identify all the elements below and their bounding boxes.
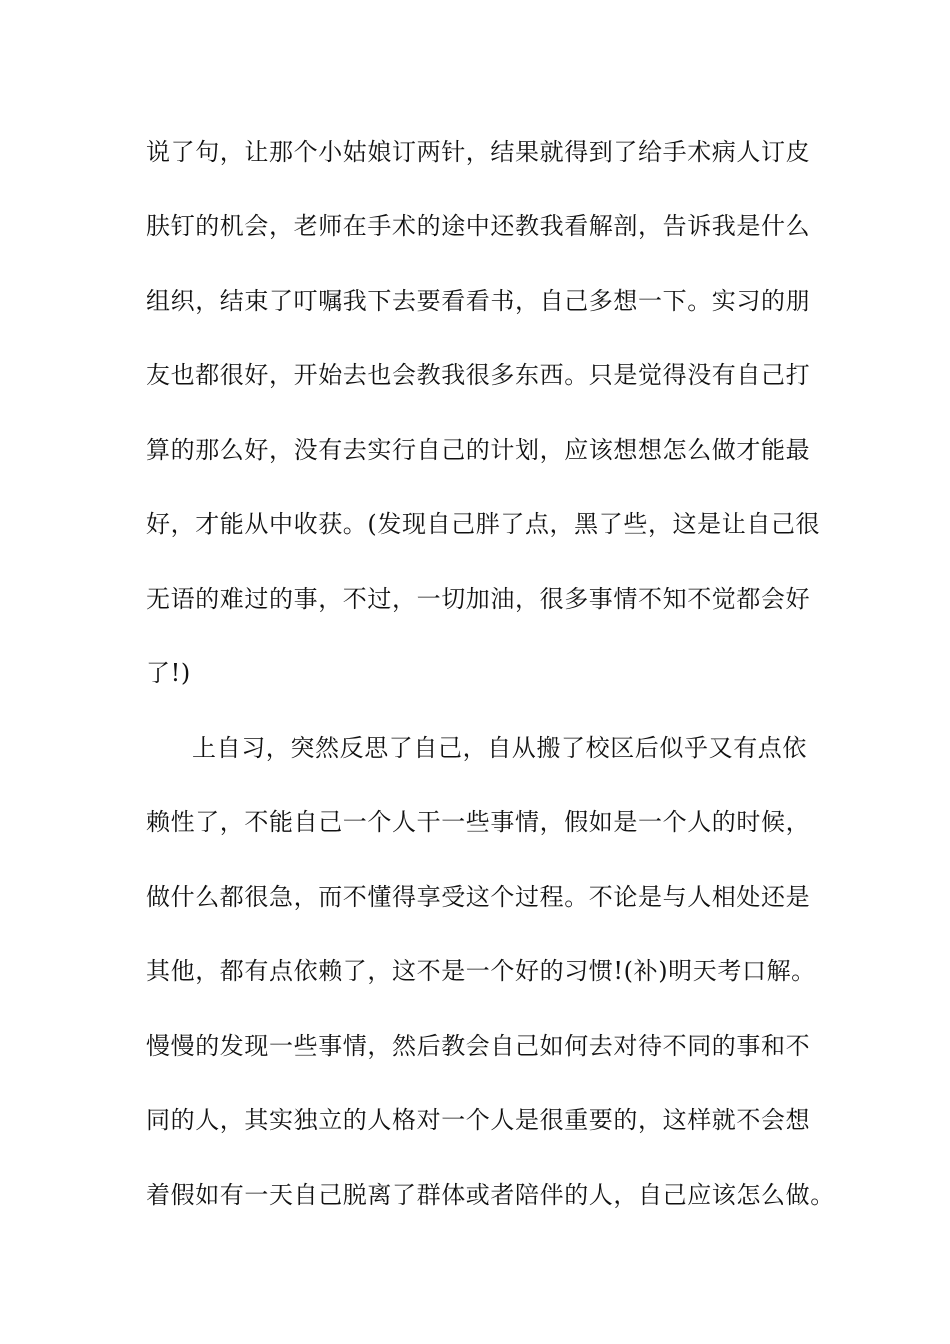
paragraph-line: 其他，都有点依赖了，这不是一个好的习惯!(补)明天考口解。 bbox=[146, 957, 816, 985]
paragraph-line: 做什么都很急，而不懂得享受这个过程。不论是与人相处还是 bbox=[146, 883, 811, 911]
paragraph-line: 友也都很好，开始去也会教我很多东西。只是觉得没有自己打 bbox=[146, 361, 811, 389]
paragraph-line: 赖性了，不能自己一个人干一些事情，假如是一个人的时候， bbox=[146, 808, 811, 836]
paragraph-line: 组织，结束了叮嘱我下去要看看书，自己多想一下。实习的朋 bbox=[146, 287, 811, 315]
paragraph-line: 肤钉的机会，老师在手术的途中还教我看解剖，告诉我是什么 bbox=[146, 212, 811, 240]
paragraph-first-line: 上自习，突然反思了自己，自从搬了校区后似乎又有点依 bbox=[192, 734, 807, 762]
paragraph-line: 了!) bbox=[146, 659, 191, 687]
paragraph-line: 好，才能从中收获。(发现自己胖了点，黑了些，这是让自己很 bbox=[146, 510, 821, 538]
paragraph-line: 说了句，让那个小姑娘订两针，结果就得到了给手术病人订皮 bbox=[146, 138, 811, 166]
paragraph-line: 算的那么好，没有去实行自己的计划，应该想想怎么做才能最 bbox=[146, 436, 811, 464]
paragraph-line: 同的人，其实独立的人格对一个人是很重要的，这样就不会想 bbox=[146, 1106, 811, 1134]
paragraph-line: 着假如有一天自己脱离了群体或者陪伴的人，自己应该怎么做。 bbox=[146, 1181, 835, 1209]
paragraph-line: 慢慢的发现一些事情，然后教会自己如何去对待不同的事和不 bbox=[146, 1032, 811, 1060]
paragraph-line: 无语的难过的事，不过，一切加油，很多事情不知不觉都会好 bbox=[146, 585, 811, 613]
